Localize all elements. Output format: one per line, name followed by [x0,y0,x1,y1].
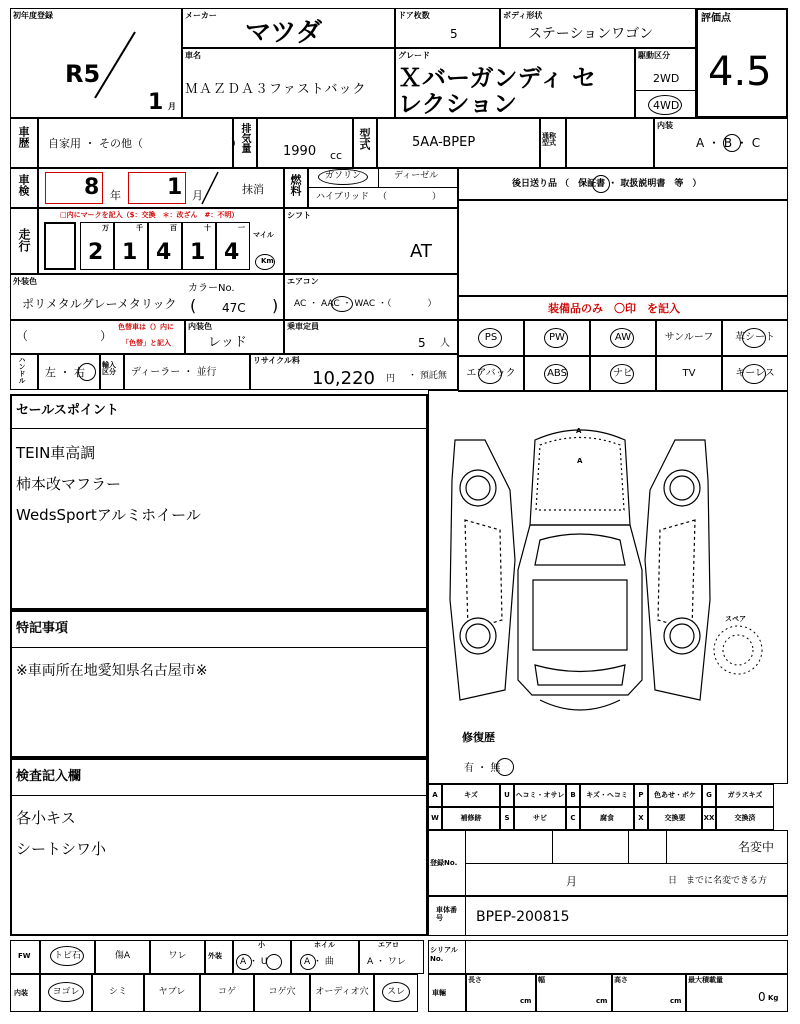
inspection-notes-item-1: シートシワ小 [16,840,107,858]
equipment-item-1-1: ABS [547,368,567,379]
interior-circle-0 [48,982,84,1002]
aircon-aac-circle [331,296,353,312]
aircon-label: エアコン [287,277,319,286]
fw-item-0: トビ石 [53,951,81,961]
equipment-item-0-1: PW [549,332,565,343]
inspection-notes-item-0: 各小キス [16,809,76,827]
recycle-unit: 円 [386,374,396,384]
accessories-label: 後日送り品 （ 保証書 ・ 取扱説明書 等 ） [512,179,702,189]
dims-label: 車輛 [432,989,446,997]
equipment-item-0-2: AW [614,332,632,343]
inspection-label: 車検 [17,174,30,196]
special-item-0: ※車両所在地愛知県名古屋市※ [16,663,208,679]
maker-label: メーカー [185,11,217,20]
repair-none-circle [496,758,514,776]
serial-cell [428,940,788,974]
mileage-unit-3: 百 [170,224,177,232]
mileage-digit-1: 2 [88,240,104,265]
ext-small-label: 小 [258,941,265,949]
interior-item-5: オーディオ穴 [315,987,369,997]
load-unit: Kg [768,994,779,1002]
ext-small-u-circle [266,954,282,970]
legend-code-1-1: S [504,814,510,822]
color-no-value: 47C [222,301,246,315]
legend-text-1-2: 腐食 [600,814,614,822]
repair-label: 修復歴 [462,731,495,744]
equipment-item-1-2: ナビ [613,368,633,379]
aircon-value: AC ・ AAC ・ WAC ・（ ） [294,299,437,309]
inspection-notes-title: 検査記入欄 [16,769,82,784]
equipment-circle-0-2 [610,328,634,348]
displacement-label: 排気量 [239,123,250,153]
drive-4wd-circle [648,95,682,115]
equipment-circle-1-4 [742,364,766,384]
legend-code-0-2: B [570,791,576,799]
height-unit: cm [670,997,682,1005]
sales-item-2: WedsSportアルミホイール [16,506,201,524]
equipment-circle-0-0 [478,328,502,348]
legend-text-1-0: 補修跡 [460,814,482,822]
registration-day: 日 までに名変できる方 [668,876,768,886]
score-label: 評価点 [701,13,731,24]
ext-aero-opts: A ・ ワレ [367,957,406,967]
maker-value: マツダ [245,18,322,48]
interior-item-3: コゲ [217,987,236,997]
legend-text-0-1: ヘコミ・オサレ [515,791,565,799]
capacity-value: 5 [418,336,426,350]
sales-title: セールスポイント [16,403,119,418]
sales-item-0: TEIN車高調 [16,444,96,462]
legend-text-1-1: サビ [533,814,547,822]
drive-2wd: 2WD [653,72,680,85]
int-label: 内装 [14,989,28,997]
registration-label: 登録No. [430,859,458,867]
score-value: 4.5 [708,49,772,95]
legend-code-1-3: X [638,814,644,822]
shift-value: AT [410,241,432,262]
common-model-cell [566,118,654,168]
mileage-unit-5: 一 [238,224,245,232]
equipment-item-0-4: 革シート [735,332,775,343]
diagram-mark-0: A [576,427,582,435]
ext-small-opts: A ・ U [240,957,268,967]
legend-code-0-3: P [638,791,644,799]
diagram-mark-1: A [577,457,583,465]
registration-month: 月 [566,875,577,888]
handle-value: 左 ・ 右 [45,366,85,379]
fuel-gasoline-circle [318,169,368,185]
equipment-item-0-3: サンルーフ [664,332,714,343]
fuel-hybrid: ハイブリッド [316,192,370,202]
mileage-digit-4: 1 [190,240,206,265]
mileage-label: 走行 [17,228,31,252]
equipment-circle-1-2 [610,364,634,384]
model-label: 型式 [358,128,371,150]
equipment-circle-1-1 [544,364,568,384]
drive-4wd: 4WD [653,99,680,112]
interior-color-label: 内装色 [188,322,212,331]
mileage-digit-3: 4 [156,240,172,265]
vin-label: 車体番号 [436,906,457,923]
fuel-diesel: ディーゼル [394,171,439,181]
import-label: 輸入区分 [102,361,116,376]
color-no-label: カラーNo. [188,283,235,294]
exterior-value: ポリメタルグレーメタリック [22,297,177,311]
exterior-label: 外装色 [13,277,37,286]
color-change-paren: （ ） [16,329,113,343]
recycle-deposit: ・ 預託無 [408,371,447,381]
mileage-unit-1: 万 [102,224,109,232]
mileage-unit-4: 十 [204,224,211,232]
interior-grade-label: 内装 [657,121,673,130]
inspection-month: 1 [167,175,183,200]
special-title: 特記事項 [16,621,69,636]
grade-line1: Ｘバーガンディ セ [398,64,596,92]
registration-row-divider [466,863,788,864]
mile-label: マイル [253,231,274,239]
load-value: 0 [758,990,766,1004]
legend-code-0-0: A [432,791,438,799]
history-value: 自家用 ・ その他（ ） [48,137,242,150]
first-reg-month: 1 [148,90,164,115]
km-label: Km [261,257,274,265]
special-section [10,610,428,758]
fuel-divider-v [378,168,379,188]
displacement-value: 1990 [283,144,317,159]
special-divider [10,647,428,648]
legend-code-0-1: U [504,791,510,799]
inspection-year-unit: 年 [110,189,121,202]
car-diagram [430,400,786,730]
ext-label: 外装 [208,952,222,960]
name-change: 名変中 [738,840,775,854]
ext-small-a-circle [236,954,252,970]
mileage-digit-2: 1 [122,240,138,265]
common-model-label: 通称型式 [542,132,556,147]
handle-right-circle [78,363,96,381]
equipment-circle-0-1 [544,328,568,348]
length-unit: cm [520,997,532,1005]
height-label: 高さ [614,976,628,984]
equipment-item-1-3: TV [682,368,696,379]
deregistered: 抹消 [242,183,264,196]
load-label: 最大積載量 [688,976,723,984]
color-change-note1: 色替車は（）内に [118,323,174,331]
handle-label: ハンドル [18,356,26,384]
capacity-label: 乗車定員 [287,322,319,331]
car-name-label: 車名 [185,51,201,60]
fuel-divider-h [308,187,458,188]
recycle-label: リサイクル料 [253,356,300,365]
legend-code-0-4: G [706,791,712,799]
first-reg-label: 初年度登録 [13,11,53,20]
color-paren-close: ) [272,296,279,315]
color-paren-open: ( [190,296,197,315]
registration-col-3 [666,830,667,863]
doors-value: 5 [450,27,458,41]
inspection-year: 8 [84,175,100,200]
fw-circle-0 [50,946,84,966]
sales-divider [10,428,428,429]
interior-item-6: スレ [386,987,405,997]
fw-item-1: 傷A [114,951,131,961]
interior-item-4: コゲ穴 [268,987,296,997]
fw-label: FW [18,952,31,960]
fuel-gasoline: ガソリン [325,171,362,181]
interior-item-1: シミ [108,987,127,997]
shift-label: シフト [287,211,311,220]
legend-text-1-4: 交換済 [734,814,756,822]
drive-label: 駆動区分 [638,51,670,60]
doors-label: ドア枚数 [398,11,430,20]
interior-item-0: ヨゴレ [52,987,80,997]
slash-mark [90,30,140,100]
equipment-item-0-0: PS [484,332,498,343]
equipment-circle-0-4 [742,328,766,348]
legend-text-0-2: キズ・ヘコミ [586,791,628,799]
first-reg-era: R5 [65,60,101,88]
fuel-label: 燃料 [289,174,302,196]
width-label: 幅 [538,976,545,984]
fuel-other: （ ） [378,192,442,202]
inspection-notes-divider [10,795,428,796]
sales-item-1: 柿本改マフラー [16,475,122,493]
legend-text-1-3: 交換要 [664,814,686,822]
mileage-note: □内にマークを記入（$：交換 ＊：改ざん #：不明） [60,211,239,219]
import-value: ディーラー ・ 並行 [131,367,217,378]
first-reg-month-unit: 月 [168,102,176,111]
width-unit: cm [596,997,608,1005]
capacity-unit: 人 [440,338,450,349]
interior-item-2: ヤブレ [158,987,186,997]
drive-divider [635,90,696,91]
legend-text-0-3: 色あせ・ボケ [654,791,696,799]
ext-aero-label: エアロ [378,941,399,949]
interior-color-value: レッド [208,335,247,350]
model-value: 5AA-BPEP [412,135,476,150]
grade-line2: レクション [398,90,518,118]
car-name-value: ＭＡＺＤＡ３ファストバック [185,82,367,97]
vin-value: BPEP-200815 [476,909,570,925]
interior-circle-6 [382,982,410,1002]
inspection-month-unit: 月 [192,189,203,202]
equipment-title: 装備品のみ 〇印 を記入 [548,302,680,315]
ext-wheel-a-circle [300,954,316,970]
repair-options: 有 ・ 無 [464,763,501,774]
mileage-digit-5: 4 [224,240,240,265]
color-change-note2: 「色替」と記入 [122,339,171,347]
fw-item-2: ワレ [168,951,187,961]
inspection-slash [198,170,222,206]
interior-grade-b-circle [723,134,741,152]
equipment-circle-1-0 [478,364,502,384]
legend-code-1-0: W [431,814,439,822]
km-circle [255,254,275,270]
body-value: ステーションワゴン [528,26,654,42]
grade-label: グレード [398,51,430,60]
mileage-unit-2: 千 [136,224,143,232]
spare-label: スペア [725,615,746,623]
ext-wheel-label: ホイル [314,941,335,949]
sales-section [10,394,428,610]
mileage-digit-0 [44,222,76,270]
recycle-amount: 10,220 [312,368,375,389]
legend-text-0-0: キズ [464,791,478,799]
legend-code-1-2: C [570,814,576,822]
body-label: ボディ形状 [503,11,543,20]
registration-col-2 [628,830,629,863]
legend-text-0-4: ガラスキズ [727,791,763,799]
ext-wheel-opts: A ・ 曲 [304,957,334,967]
width-cell [536,974,612,1012]
interior-grade-value: A ・ B ・ C [696,136,761,150]
length-label: 長さ [468,976,482,984]
serial-label: シリアルNo. [430,946,458,964]
displacement-unit: cc [330,149,343,162]
history-label: 車歴 [17,126,30,148]
legend-code-1-4: XX [703,814,715,822]
equipment-item-1-4: キーレス [735,368,775,379]
equipment-item-1-0: エアバック [466,368,516,379]
warranty-circle [592,175,610,193]
accessories-blank [458,200,788,296]
registration-col-1 [552,830,553,863]
